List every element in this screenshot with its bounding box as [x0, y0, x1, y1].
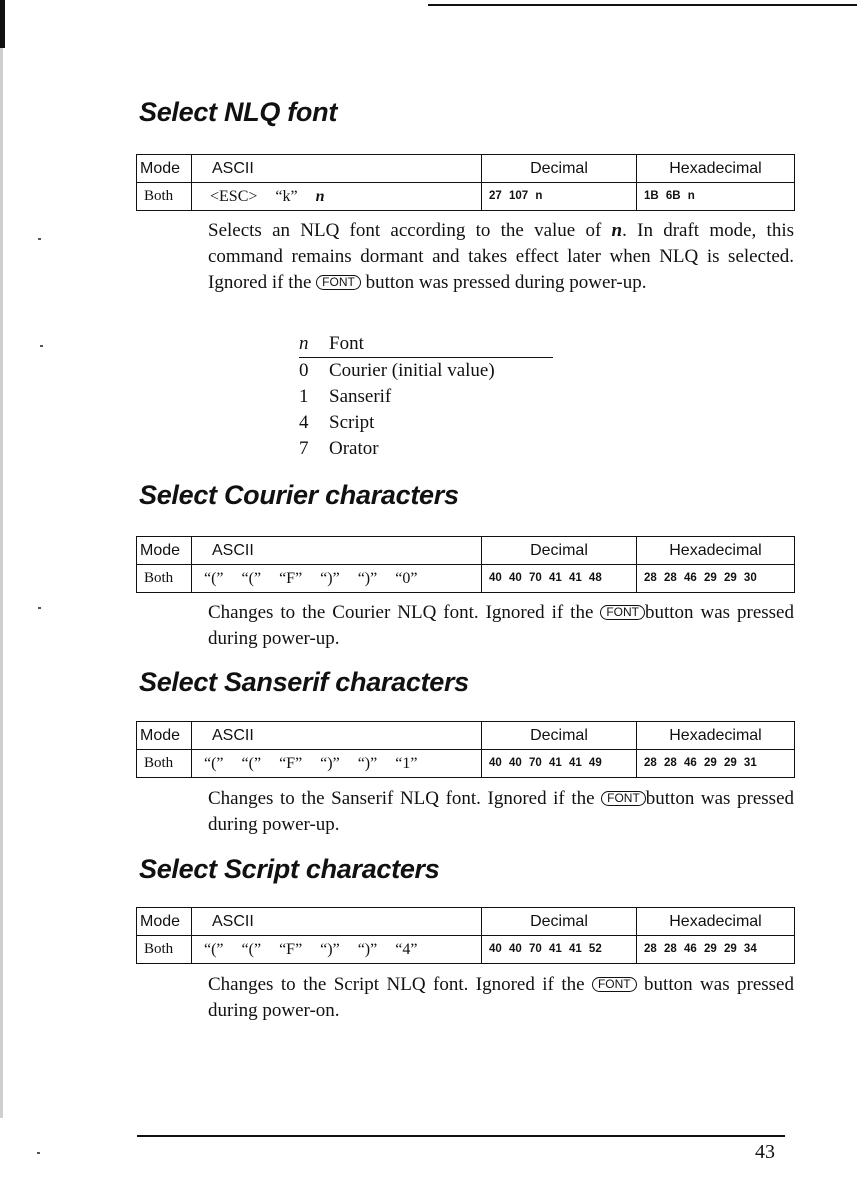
binding-edge [0, 0, 5, 48]
font-column-header: Font [329, 333, 364, 354]
ascii-token: “F” [279, 570, 303, 587]
font-row [299, 436, 553, 462]
font-row [299, 410, 553, 436]
ascii-token: “)” [357, 941, 378, 958]
description-paragraph [208, 786, 794, 838]
ascii-header: ASCII [192, 155, 482, 183]
page-number: 43 [755, 1141, 775, 1163]
ascii-token: “4” [395, 941, 418, 958]
ascii-token: “F” [279, 941, 303, 958]
desc-text: . In draft mode, this command remains dormant and takes effect later when NLQ is selected. Ignored if the [208, 220, 794, 293]
mode-value: Both [137, 936, 192, 964]
ascii-token: “(” [204, 755, 224, 772]
font-row [299, 358, 553, 384]
footer-rule [137, 1135, 785, 1137]
ascii-token: “(” [241, 755, 262, 772]
decimal-header: Decimal [482, 908, 637, 936]
ascii-value [192, 183, 482, 211]
ascii-token: “F” [279, 755, 303, 772]
font-row [299, 384, 553, 410]
ascii-token: “)” [320, 941, 340, 958]
scan-speck [40, 345, 43, 347]
table-row [137, 565, 795, 593]
font-name: Sanserif [329, 386, 392, 407]
decimal-value: 40 40 70 41 41 52 [482, 936, 637, 964]
command-table [136, 721, 795, 778]
font-name: Orator [329, 438, 379, 459]
table-header-row [137, 722, 795, 750]
ascii-value [192, 565, 482, 593]
desc-text: Selects an NLQ font according to the value of [208, 220, 612, 241]
ascii-header: ASCII [192, 722, 482, 750]
scan-speck [38, 607, 41, 609]
decimal-value: 40 40 70 41 41 49 [482, 750, 637, 778]
ascii-token: “0” [395, 570, 418, 587]
ascii-token: “)” [357, 755, 378, 772]
hex-value: 28 28 46 29 29 34 [637, 936, 795, 964]
desc-text: button was pressed during power-up. [208, 788, 795, 835]
font-name: Courier (initial value) [329, 360, 495, 381]
hex-header: Hexadecimal [637, 908, 795, 936]
hex-header: Hexadecimal [637, 537, 795, 565]
hex-value: 28 28 46 29 29 31 [637, 750, 795, 778]
section-heading: Select NLQ font [139, 97, 338, 127]
font-button-glyph: FONT [601, 791, 646, 806]
ascii-token: “)” [320, 755, 340, 772]
font-table-header [299, 331, 553, 358]
font-button-glyph: FONT [600, 605, 645, 620]
ascii-header: ASCII [192, 537, 482, 565]
section-heading: Select Courier characters [139, 480, 459, 510]
table-row [137, 750, 795, 778]
desc-text: Changes to the Script NLQ font. Ignored if the [208, 974, 592, 995]
mode-value: Both [137, 750, 192, 778]
font-n-value: 1 [299, 386, 309, 407]
hex-value: 28 28 46 29 29 30 [637, 565, 795, 593]
mode-value: Both [137, 183, 192, 211]
section-heading: Select Script characters [139, 854, 440, 884]
command-table [136, 536, 795, 593]
command-table [136, 154, 795, 211]
command-table [136, 907, 795, 964]
font-name: Script [329, 412, 375, 433]
mode-header: Mode [137, 722, 192, 750]
description-paragraph [208, 972, 794, 1024]
ascii-token: “(” [241, 570, 262, 587]
decimal-header: Decimal [482, 537, 637, 565]
decimal-value: 40 40 70 41 41 48 [482, 565, 637, 593]
table-header-row [137, 908, 795, 936]
font-button-glyph: FONT [592, 977, 637, 992]
table-row [137, 183, 795, 211]
desc-text: button was pressed during power-up. [360, 272, 647, 293]
ascii-token: n [315, 188, 325, 205]
ascii-header: ASCII [192, 908, 482, 936]
desc-text: Changes to the Courier NLQ font. Ignored if the [208, 602, 601, 623]
ascii-token: “(” [204, 941, 224, 958]
mode-header: Mode [137, 537, 192, 565]
scan-speck [38, 238, 41, 240]
binding-shadow [0, 48, 3, 1118]
font-button-glyph: FONT [316, 275, 361, 290]
mode-header: Mode [137, 908, 192, 936]
decimal-header: Decimal [482, 155, 637, 183]
ascii-token: “1” [395, 755, 418, 772]
hex-header: Hexadecimal [637, 722, 795, 750]
mode-value: Both [137, 565, 192, 593]
desc-text: button was pressed during power-up. [208, 602, 794, 649]
ascii-value [192, 750, 482, 778]
table-header-row [137, 537, 795, 565]
desc-text: Changes to the Sanserif NLQ font. Ignored if the [208, 788, 602, 809]
ascii-token: “)” [320, 570, 340, 587]
decimal-header: Decimal [482, 722, 637, 750]
hex-header: Hexadecimal [637, 155, 795, 183]
decimal-value: 27 107 n [482, 183, 637, 211]
n-column-header: n [299, 333, 309, 354]
ascii-token: “)” [357, 570, 378, 587]
description-paragraph [208, 218, 794, 296]
table-header-row [137, 155, 795, 183]
ascii-token: “(” [241, 941, 262, 958]
ascii-token: <ESC> [210, 188, 258, 205]
font-n-value: 4 [299, 412, 309, 433]
ascii-token: “(” [204, 570, 224, 587]
mode-header: Mode [137, 155, 192, 183]
desc-text: button was pressed during power-on. [208, 974, 794, 1021]
description-paragraph [208, 600, 794, 652]
ascii-value [192, 936, 482, 964]
section-heading: Select Sanserif characters [139, 667, 469, 697]
table-row [137, 936, 795, 964]
top-rule [428, 4, 857, 6]
hex-value: 1B 6B n [637, 183, 795, 211]
ascii-token: “k” [275, 188, 298, 205]
font-n-value: 0 [299, 360, 309, 381]
param-n: n [611, 220, 623, 241]
font-value-table [299, 331, 553, 462]
scan-speck [37, 1152, 40, 1154]
font-n-value: 7 [299, 438, 309, 459]
